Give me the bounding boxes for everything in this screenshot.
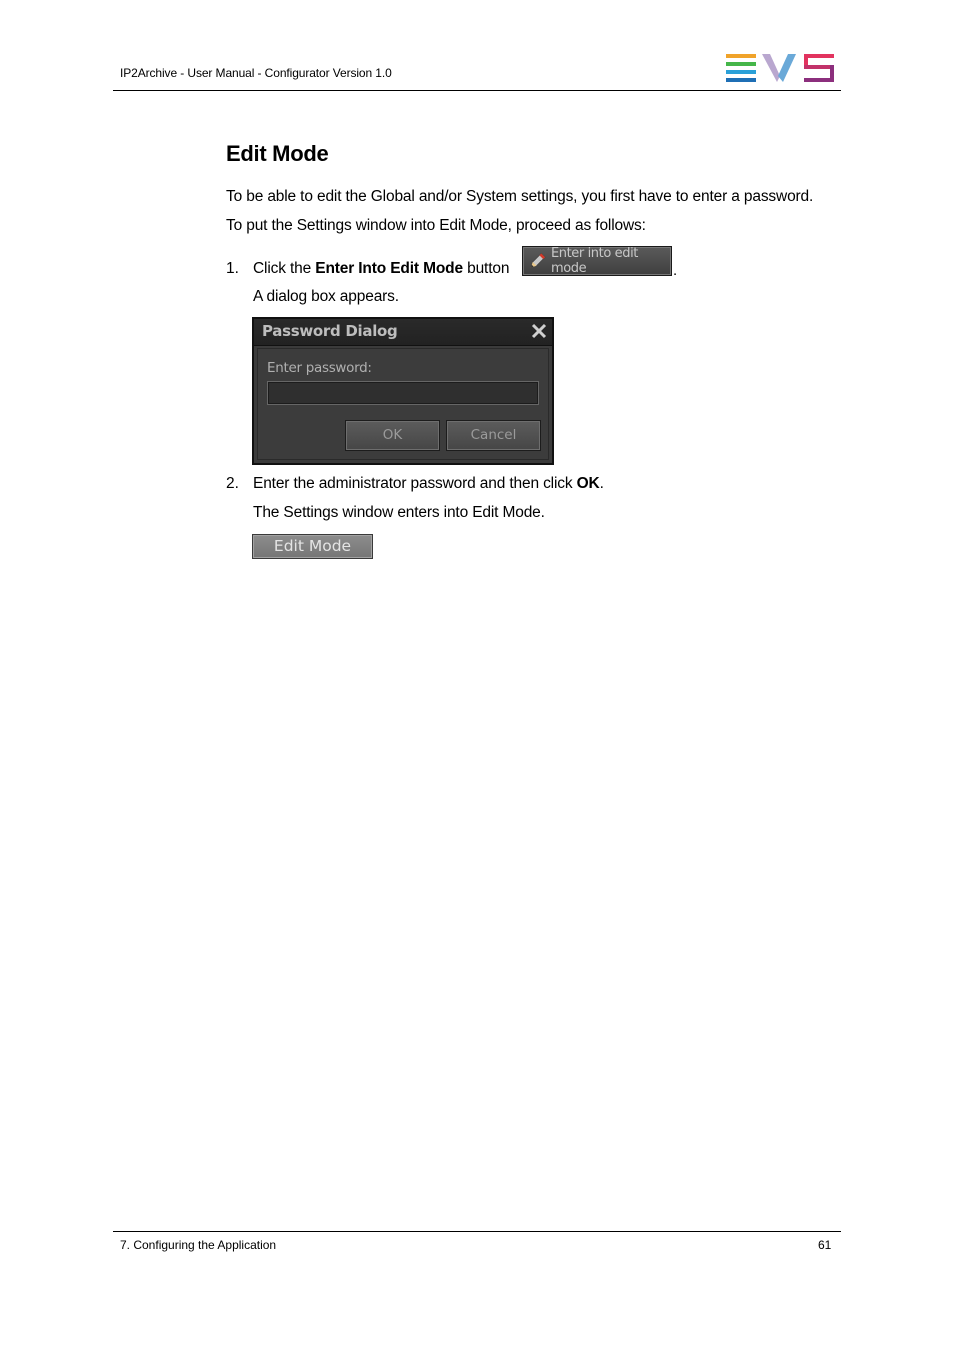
step-2-result: The Settings window enters into Edit Mode. bbox=[253, 504, 545, 521]
dialog-titlebar bbox=[254, 319, 552, 346]
password-dialog bbox=[252, 317, 554, 465]
footer-chapter: 7. Configuring the Application bbox=[120, 1238, 277, 1252]
logo-bar-1 bbox=[726, 54, 756, 58]
step-1-text bbox=[253, 260, 509, 278]
page-number: 61 bbox=[818, 1238, 832, 1252]
logo-v-left bbox=[762, 54, 780, 82]
header-title: IP2Archive - User Manual - Configurator Version 1.0 bbox=[120, 66, 392, 80]
close-icon[interactable] bbox=[530, 322, 548, 340]
evs-logo bbox=[726, 54, 834, 82]
logo-s-mid bbox=[804, 65, 834, 69]
edit-mode-indicator: Edit Mode bbox=[252, 534, 373, 559]
logo-bar-4 bbox=[726, 78, 756, 82]
password-label: Enter password: bbox=[267, 360, 372, 376]
cancel-button[interactable]: Cancel bbox=[446, 420, 541, 451]
step-1-suffix: button bbox=[462, 260, 510, 277]
step-2-number: 2. bbox=[226, 475, 239, 492]
enter-edit-mode-label: Enter into edit mode bbox=[550, 246, 638, 276]
logo-v-right bbox=[778, 54, 796, 82]
ok-button[interactable]: OK bbox=[345, 420, 440, 451]
step-1-trailing-period: . bbox=[673, 262, 678, 279]
step-1-bold: Enter Into Edit Mode bbox=[315, 260, 463, 277]
step-1-result: A dialog box appears. bbox=[253, 288, 399, 305]
step-2-prefix: Enter the administrator password and then click bbox=[253, 475, 577, 492]
intro-paragraph-2: To put the Settings window into Edit Mode, proceed as follows: bbox=[226, 217, 646, 234]
step-1-number: 1. bbox=[226, 260, 239, 277]
footer-divider bbox=[113, 1231, 841, 1232]
logo-s-bottom bbox=[804, 78, 834, 82]
section-heading: Edit Mode bbox=[226, 141, 329, 166]
password-input[interactable] bbox=[267, 381, 539, 405]
pencil-icon bbox=[527, 250, 548, 272]
step-2-text bbox=[253, 475, 604, 493]
logo-bar-3 bbox=[726, 70, 756, 74]
dialog-title: Password Dialog bbox=[262, 322, 398, 340]
logo-bar-2 bbox=[726, 62, 756, 66]
logo-s-top bbox=[804, 54, 834, 58]
enter-edit-mode-button[interactable] bbox=[522, 246, 672, 276]
intro-paragraph-1: To be able to edit the Global and/or System settings, you first have to enter a password. bbox=[226, 188, 814, 205]
step-2-bold: OK bbox=[576, 475, 600, 492]
step-2-suffix: . bbox=[599, 475, 604, 492]
step-1-prefix: Click the bbox=[253, 260, 316, 277]
header-divider bbox=[113, 90, 841, 91]
